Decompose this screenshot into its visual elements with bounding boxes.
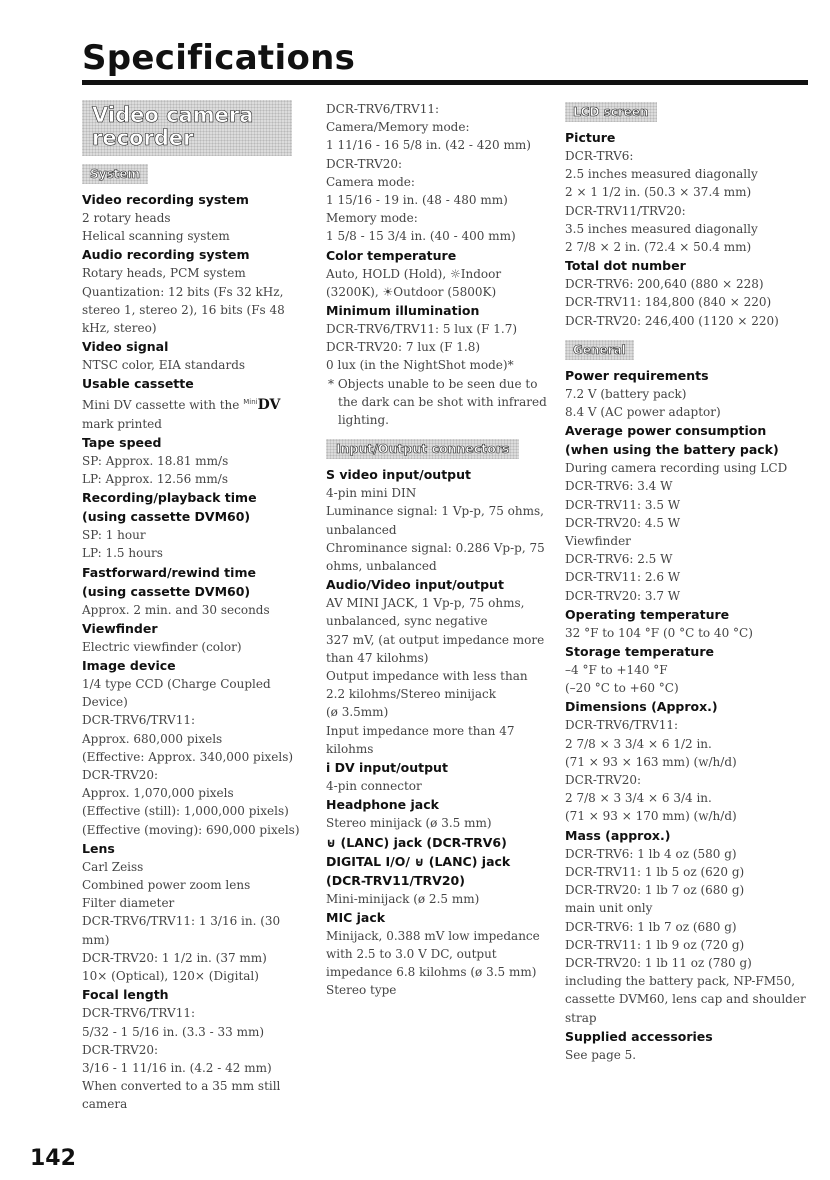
value-text: Mini DV cassette with the bbox=[82, 398, 244, 413]
spec-value: –4 °F to +140 °F (–20 °C to +60 °C) bbox=[565, 663, 679, 696]
page-title: Specifications bbox=[82, 38, 356, 78]
spec-mass bbox=[565, 826, 810, 1027]
focal-length-continued: DCR-TRV6/TRV11: Camera/Memory mode: 1 11/16 - 16 5/8 in. (42 - 420 mm) DCR-TRV20: Camera mode: 1 15/16 - 19 in. (48 - 480 mm) Memory mode: 1 5/8 - 15 3/4 in. (40 - 400 mm) bbox=[326, 102, 531, 244]
spec-video-signal bbox=[82, 337, 304, 374]
spec-value bbox=[82, 393, 304, 432]
spec-value: Electric viewfinder (color) bbox=[82, 639, 242, 654]
label-text: DV input/output bbox=[334, 760, 448, 776]
page-number: 142 bbox=[30, 1146, 76, 1171]
section-header-video-camera-recorder: Video camera recorder bbox=[82, 100, 292, 156]
spec-value: Rotary heads, PCM system Quantization: 12 bits (Fs 32 kHz, stereo 1, stereo 2), 16 bits (Fs 48 kHz, stereo) bbox=[82, 266, 285, 336]
spec-label: S video input/output bbox=[326, 467, 472, 483]
spec-video-recording-system bbox=[82, 190, 304, 245]
spec-label: Picture bbox=[565, 130, 616, 145]
lanc-icon: ⊌ bbox=[326, 834, 337, 850]
section-header-general: General bbox=[565, 340, 634, 360]
spec-color-temperature bbox=[326, 246, 548, 301]
spec-label: Focal length bbox=[82, 987, 169, 1003]
spec-label: Usable cassette bbox=[82, 376, 194, 392]
dv-port-icon: i bbox=[326, 760, 331, 776]
spec-value: SP: 1 hour LP: 1.5 hours bbox=[82, 528, 163, 561]
spec-value: 4-pin mini DIN Luminance signal: 1 Vp-p, 75 ohms, unbalanced Chrominance signal: 0.286 Vp-p, 75 ohms, unbalanced bbox=[326, 486, 545, 574]
spec-audio-recording-system bbox=[82, 245, 304, 337]
spec-value: NTSC color, EIA standards bbox=[82, 358, 246, 373]
spec-image-device bbox=[82, 656, 304, 839]
spec-value: 1/4 type CCD (Charge Coupled Device) DCR-TRV6/TRV11: Approx. 680,000 pixels (Effective: Approx. 340,000 pixels) DCR-TRV20: Approx. 1,070,000 pixels (Effective (still): 1,000,000 pixels) (Effective (moving): 690,000 pixels) bbox=[82, 677, 300, 837]
spec-focal-length bbox=[82, 985, 304, 1113]
spec-label: Tape speed bbox=[82, 434, 162, 450]
spec-value: Stereo minijack (ø 3.5 mm) bbox=[326, 816, 492, 831]
spec-label: Audio/Video input/output bbox=[326, 577, 504, 593]
spec-value: 4-pin connector bbox=[326, 779, 422, 794]
spec-audio-video-io bbox=[326, 575, 548, 758]
spec-label: Color temperature bbox=[326, 247, 457, 263]
spec-label: Audio recording system bbox=[82, 247, 250, 263]
spec-label: Operating temperature bbox=[565, 606, 730, 622]
spec-label: MIC jack bbox=[326, 909, 386, 925]
spec-value: AV MINI JACK, 1 Vp-p, 75 ohms, unbalanced, sync negative 327 mV, (at output impedance more than 47 kilohms) Output impedance with less than 2.2 kilohms/Stereo minijack (ø 3.5mm) Input impedance more than 47 kilohms bbox=[326, 596, 545, 756]
spec-value: During camera recording using LCD DCR-TRV6: 3.4 W DCR-TRV11: 3.5 W DCR-TRV20: 4.5 W Viewfinder DCR-TRV6: 2.5 W DCR-TRV11: 2.6 W DCR-TRV20: 3.7 W bbox=[565, 461, 788, 603]
spec-value: Approx. 2 min. and 30 seconds bbox=[82, 602, 270, 617]
spec-average-power-consumption bbox=[565, 421, 810, 605]
spec-label: Recording/playback time (using cassette DVM60) bbox=[82, 490, 257, 525]
spec-value: SP: Approx. 18.81 mm/s LP: Approx. 12.56 mm/s bbox=[82, 453, 229, 487]
spec-value: 2 rotary heads Helical scanning system bbox=[82, 211, 230, 244]
spec-label: Supplied accessories bbox=[565, 1028, 713, 1044]
spec-value: DCR-TRV6: 1 lb 4 oz (580 g) DCR-TRV11: 1 lb 5 oz (620 g) DCR-TRV20: 1 lb 7 oz (680 g) main unit only DCR-TRV6: 1 lb 7 oz (680 g) DCR-TRV11: 1 lb 9 oz (720 g) DCR-TRV20: 1 lb 11 oz (780 g) including the battery pack, NP-FM50, cassette DVM60, lens cap and shoulder strap bbox=[565, 846, 806, 1025]
spec-label: Minimum illumination bbox=[326, 303, 480, 319]
spec-operating-temperature bbox=[565, 605, 810, 642]
spec-value: Mini-minijack (ø 2.5 mm) bbox=[326, 891, 480, 906]
section-header-input-output: Input/Output connectors bbox=[326, 439, 519, 459]
spec-label: Average power consumption (when using the battery pack) bbox=[565, 423, 779, 458]
spec-label: Video recording system bbox=[82, 192, 249, 207]
column-1 bbox=[82, 100, 304, 1114]
spec-value: See page 5. bbox=[565, 1047, 637, 1062]
column-3 bbox=[565, 100, 810, 1064]
spec-value: DCR-TRV6/TRV11: 5 lux (F 1.7) DCR-TRV20: 7 lux (F 1.8) 0 lux (in the NightShot mode)* bbox=[326, 322, 518, 373]
spec-lens bbox=[82, 839, 304, 985]
spec-label: Total dot number bbox=[565, 258, 686, 274]
spec-headphone-jack bbox=[326, 795, 548, 832]
spec-value: Carl Zeiss Combined power zoom lens Filter diameter DCR-TRV6/TRV11: 1 3/16 in. (30 mm) DCR-TRV20: 1 1/2 in. (37 mm) 10× (Optical), 120× (Digital) bbox=[82, 859, 281, 984]
spec-minimum-illumination bbox=[326, 301, 548, 429]
spec-value: DCR-TRV6/TRV11: 5/32 - 1 5/16 in. (3.3 - 33 mm) DCR-TRV20: 3/16 - 1 11/16 in. (4.2 - 42 mm) When converted to a 35 mm still camera bbox=[82, 1006, 281, 1112]
spec-label: Lens bbox=[82, 840, 115, 856]
spec-usable-cassette bbox=[82, 374, 304, 432]
spec-fastforward-rewind-time bbox=[82, 563, 304, 619]
spec-label bbox=[326, 833, 548, 890]
spec-label: Power requirements bbox=[565, 367, 709, 383]
spec-label: Image device bbox=[82, 658, 176, 674]
spec-dimensions bbox=[565, 697, 810, 825]
spec-label: Storage temperature bbox=[565, 644, 714, 660]
mini-dv-logo-icon: DV bbox=[257, 397, 281, 414]
spec-label: Headphone jack bbox=[326, 797, 439, 813]
spec-label: Dimensions (Approx.) bbox=[565, 699, 718, 715]
spec-value: DCR-TRV6: 200,640 (880 × 228) DCR-TRV11: 184,800 (840 × 220) DCR-TRV20: 246,400 (1120 × 220) bbox=[565, 277, 779, 328]
label-text: (LANC) jack (DCR-TRV6) DIGITAL I/O/ ⊌ (LANC) jack (DCR-TRV11/TRV20) bbox=[326, 834, 511, 888]
spec-supplied-accessories bbox=[565, 1027, 810, 1064]
spec-value: DCR-TRV6/TRV11: 2 7/8 × 3 3/4 × 6 1/2 in. (71 × 93 × 163 mm) (w/h/d) DCR-TRV20: 2 7/8 × 3 3/4 × 6 3/4 in. (71 × 93 × 170 mm) (w/h/d) bbox=[565, 718, 737, 824]
spec-total-dot-number bbox=[565, 256, 810, 330]
spec-value: DCR-TRV6: 2.5 inches measured diagonally 2 × 1 1/2 in. (50.3 × 37.4 mm) DCR-TRV11/TRV20: 3.5 inches measured diagonally 2 7/8 × 2 in. (72.4 × 50.4 mm) bbox=[565, 149, 758, 255]
title-rule bbox=[82, 80, 808, 85]
spec-recording-playback-time bbox=[82, 488, 304, 562]
spec-tape-speed bbox=[82, 433, 304, 488]
section-header-lcd-screen: LCD screen bbox=[565, 102, 657, 122]
spec-dv-io bbox=[326, 758, 548, 795]
column-2 bbox=[326, 100, 548, 1000]
spec-viewfinder bbox=[82, 619, 304, 656]
spec-label: Mass (approx.) bbox=[565, 827, 671, 843]
spec-label: Video signal bbox=[82, 339, 169, 355]
spec-s-video bbox=[326, 465, 548, 575]
spec-value: Minijack, 0.388 mV low impedance with 2.5 to 3.0 V DC, output impedance 6.8 kilohms (ø 3.5 mm) Stereo type bbox=[326, 928, 540, 998]
footnote: * Objects unable to be seen due to the dark can be shot with infrared lighting. bbox=[328, 376, 547, 428]
spec-value: 7.2 V (battery pack) 8.4 V (AC power adaptor) bbox=[565, 386, 721, 420]
spec-mic-jack bbox=[326, 908, 548, 1000]
spec-storage-temperature bbox=[565, 642, 810, 697]
spec-value: 32 °F to 104 °F (0 °C to 40 °C) bbox=[565, 625, 753, 640]
spec-lanc-jack bbox=[326, 833, 548, 908]
spec-label: Viewfinder bbox=[82, 620, 158, 636]
spec-label bbox=[326, 758, 548, 777]
spec-label: Fastforward/rewind time (using cassette DVM60) bbox=[82, 564, 256, 599]
spec-value: Auto, HOLD (Hold), ☼Indoor (3200K), ☀Outdoor (5800K) bbox=[326, 266, 502, 299]
spec-picture bbox=[565, 128, 810, 256]
section-header-system: System bbox=[82, 164, 148, 184]
value-text: mark printed bbox=[82, 416, 162, 431]
mini-dv-small-text: Mini bbox=[243, 398, 258, 407]
spec-power-requirements bbox=[565, 366, 810, 421]
